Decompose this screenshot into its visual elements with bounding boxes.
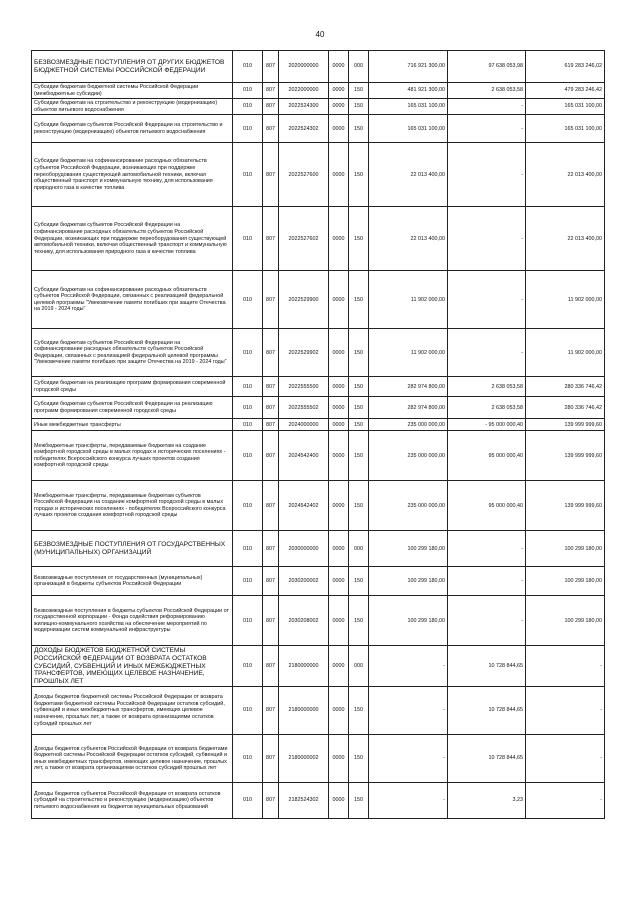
approved-amount-cell: 22 013 400,00 <box>369 207 448 271</box>
classification-code-cell: 150 <box>349 419 369 431</box>
income-code-cell: 2022555500 <box>279 377 329 397</box>
income-name-cell: Иные межбюджетные трансферты <box>32 419 233 431</box>
subtype-code-cell: 0000 <box>329 207 349 271</box>
table-row <box>32 397 605 419</box>
group-code-cell: 807 <box>263 531 279 567</box>
change-amount-cell: 2 638 053,58 <box>448 83 526 99</box>
income-code-cell: 2024542402 <box>279 481 329 531</box>
chapter-code-cell: 010 <box>233 271 263 329</box>
chapter-code-cell: 010 <box>233 735 263 783</box>
final-amount-cell: 22 013 400,00 <box>526 143 605 207</box>
change-amount-cell: - <box>448 207 526 271</box>
group-code-cell: 807 <box>263 687 279 735</box>
income-name-cell: Доходы бюджетов субъектов Российской Федерации от возврата бюджетами бюджетной системы Российской Федерации остатков субсидий, субвенций и иных межбюджетных трансфертов, имеющих целевое назначение, прошлых лет, а также от возврата организациями остатков субсидий прошлых лет <box>32 735 233 783</box>
group-code-cell: 807 <box>263 377 279 397</box>
final-amount-cell: 139 999 999,60 <box>526 431 605 481</box>
table-row <box>32 207 605 271</box>
change-amount-cell: 10 728 844,65 <box>448 687 526 735</box>
approved-amount-cell: - <box>369 687 448 735</box>
final-amount-cell: - <box>526 687 605 735</box>
classification-code-cell: 150 <box>349 783 369 819</box>
approved-amount-cell: 11 902 000,00 <box>369 271 448 329</box>
classification-code-cell: 150 <box>349 143 369 207</box>
final-amount-cell: 619 283 246,02 <box>526 51 605 83</box>
income-code-cell: 2022524300 <box>279 99 329 115</box>
group-code-cell: 807 <box>263 143 279 207</box>
income-code-cell: 2022527602 <box>279 207 329 271</box>
subtype-code-cell: 0000 <box>329 115 349 143</box>
subtype-code-cell: 0000 <box>329 83 349 99</box>
final-amount-cell: 479 283 246,42 <box>526 83 605 99</box>
subtype-code-cell: 0000 <box>329 735 349 783</box>
income-name-cell: Субсидии бюджетам на софинансирование расходных обязательств субъектов Российской Федерации, возникающих при поддержке переоборудования существующей автомобильной техники, включая общественный транспорт и коммунальную технику, для использования природного газа в качестве топлива <box>32 143 233 207</box>
budget-table <box>31 50 605 819</box>
final-amount-cell: 165 031 100,00 <box>526 99 605 115</box>
subtype-code-cell: 0000 <box>329 481 349 531</box>
final-amount-cell: 280 336 746,42 <box>526 377 605 397</box>
income-name-cell: Безвозмездные поступления от государственных (муниципальных) организаций в бюджеты субъектов Российской Федерации <box>32 567 233 596</box>
subtype-code-cell: 0000 <box>329 143 349 207</box>
change-amount-cell: - <box>448 99 526 115</box>
change-amount-cell: - <box>448 329 526 377</box>
subtype-code-cell: 0000 <box>329 431 349 481</box>
group-code-cell: 807 <box>263 419 279 431</box>
income-name-cell: БЕЗВОЗМЕЗДНЫЕ ПОСТУПЛЕНИЯ ОТ ГОСУДАРСТВЕННЫХ (МУНИЦИПАЛЬНЫХ) ОРГАНИЗАЦИЙ <box>32 531 233 567</box>
change-amount-cell: 3,23 <box>448 783 526 819</box>
final-amount-cell: 100 299 180,00 <box>526 531 605 567</box>
table-row <box>32 431 605 481</box>
approved-amount-cell: 235 000 000,00 <box>369 481 448 531</box>
chapter-code-cell: 010 <box>233 99 263 115</box>
classification-code-cell: 150 <box>349 329 369 377</box>
classification-code-cell: 150 <box>349 397 369 419</box>
approved-amount-cell: - <box>369 646 448 687</box>
group-code-cell: 807 <box>263 567 279 596</box>
approved-amount-cell: 22 013 400,00 <box>369 143 448 207</box>
table-row <box>32 271 605 329</box>
income-name-cell: Безвозмездные поступления в бюджеты субъектов Российской Федерации от государственной корпорации - Фонда содействия реформированию жилищно-коммунального хозяйства на обеспечение мероприятий по модернизации систем коммунальной инфраструктуры <box>32 596 233 646</box>
chapter-code-cell: 010 <box>233 481 263 531</box>
final-amount-cell: - <box>526 783 605 819</box>
change-amount-cell: 2 638 053,58 <box>448 397 526 419</box>
group-code-cell: 807 <box>263 783 279 819</box>
change-amount-cell: - <box>448 271 526 329</box>
final-amount-cell: 139 999 999,60 <box>526 481 605 531</box>
income-code-cell: 2030000000 <box>279 531 329 567</box>
income-name-cell: Межбюджетные трансферты, передаваемые бюджетам субъектов Российской Федерации на создание комфортной городской среды в малых городах и исторических поселениях - победителях Всероссийского конкурса лучших проектов создания комфортной городской среды <box>32 481 233 531</box>
final-amount-cell: - <box>526 735 605 783</box>
chapter-code-cell: 010 <box>233 531 263 567</box>
approved-amount-cell: 481 921 300,00 <box>369 83 448 99</box>
income-name-cell: Субсидии бюджетам субъектов Российской Федерации на строительство и реконструкцию (модернизацию) объектов питьевого водоснабжения <box>32 115 233 143</box>
group-code-cell: 807 <box>263 646 279 687</box>
table-row <box>32 83 605 99</box>
classification-code-cell: 150 <box>349 207 369 271</box>
approved-amount-cell: 165 031 100,00 <box>369 115 448 143</box>
final-amount-cell: 165 031 100,00 <box>526 115 605 143</box>
approved-amount-cell: 282 974 800,00 <box>369 397 448 419</box>
income-name-cell: Субсидии бюджетам на реализацию программ формирования современной городской среды <box>32 377 233 397</box>
subtype-code-cell: 0000 <box>329 51 349 83</box>
final-amount-cell: 100 299 180,00 <box>526 596 605 646</box>
table-row <box>32 329 605 377</box>
group-code-cell: 807 <box>263 735 279 783</box>
classification-code-cell: 150 <box>349 271 369 329</box>
group-code-cell: 807 <box>263 207 279 271</box>
table-row <box>32 143 605 207</box>
income-code-cell: 2022527600 <box>279 143 329 207</box>
change-amount-cell: - <box>448 596 526 646</box>
chapter-code-cell: 010 <box>233 143 263 207</box>
final-amount-cell: - <box>526 646 605 687</box>
group-code-cell: 807 <box>263 329 279 377</box>
approved-amount-cell: 100 299 180,00 <box>369 531 448 567</box>
chapter-code-cell: 010 <box>233 419 263 431</box>
chapter-code-cell: 010 <box>233 377 263 397</box>
approved-amount-cell: - <box>369 735 448 783</box>
group-code-cell: 807 <box>263 51 279 83</box>
table-row <box>32 99 605 115</box>
group-code-cell: 807 <box>263 596 279 646</box>
subtype-code-cell: 0000 <box>329 377 349 397</box>
subtype-code-cell: 0000 <box>329 271 349 329</box>
income-code-cell: 2180000002 <box>279 735 329 783</box>
chapter-code-cell: 010 <box>233 329 263 377</box>
income-name-cell: Субсидии бюджетам бюджетной системы Российской Федерации (межбюджетные субсидии) <box>32 83 233 99</box>
change-amount-cell: - 95 000 000,40 <box>448 419 526 431</box>
chapter-code-cell: 010 <box>233 431 263 481</box>
subtype-code-cell: 0000 <box>329 567 349 596</box>
change-amount-cell: 97 638 053,98 <box>448 51 526 83</box>
income-code-cell: 2022524302 <box>279 115 329 143</box>
table-row <box>32 783 605 819</box>
subtype-code-cell: 0000 <box>329 99 349 115</box>
income-name-cell: Субсидии бюджетам субъектов Российской Федерации на реализацию программ формирования современной городской среды <box>32 397 233 419</box>
classification-code-cell: 150 <box>349 596 369 646</box>
subtype-code-cell: 0000 <box>329 397 349 419</box>
final-amount-cell: 11 902 000,00 <box>526 271 605 329</box>
classification-code-cell: 150 <box>349 687 369 735</box>
table-row <box>32 567 605 596</box>
final-amount-cell: 139 999 999,60 <box>526 419 605 431</box>
income-code-cell: 2022529902 <box>279 329 329 377</box>
classification-code-cell: 000 <box>349 51 369 83</box>
classification-code-cell: 150 <box>349 735 369 783</box>
group-code-cell: 807 <box>263 271 279 329</box>
change-amount-cell: - <box>448 143 526 207</box>
income-name-cell: Субсидии бюджетам субъектов Российской Федерации на софинансирование расходных обязательств субъектов Российской Федерации, связанных с реализацией федеральной целевой программы "Увековечение памяти погибших при защите Отечества на 2019 - 2024 годы" <box>32 329 233 377</box>
income-name-cell: Субсидии бюджетам субъектов Российской Федерации на софинансирование расходных обязательств субъектов Российской Федерации, возникающих при поддержке переоборудования существующей автомобильной техники, включая общественный транспорт и коммунальную технику, для использования природного газа в качестве топлива <box>32 207 233 271</box>
income-code-cell: 2180000000 <box>279 687 329 735</box>
chapter-code-cell: 010 <box>233 646 263 687</box>
subtype-code-cell: 0000 <box>329 329 349 377</box>
approved-amount-cell: 165 031 100,00 <box>369 99 448 115</box>
change-amount-cell: - <box>448 531 526 567</box>
income-name-cell: Доходы бюджетов бюджетной системы Российской Федерации от возврата бюджетами бюджетной системы Российской Федерации остатков субсидий, субвенций и иных межбюджетных трансфертов, имеющих целевое назначение, прошлых лет, а также от возврата организациями остатков субсидий прошлых лет <box>32 687 233 735</box>
income-name-cell: ДОХОДЫ БЮДЖЕТОВ БЮДЖЕТНОЙ СИСТЕМЫ РОССИЙСКОЙ ФЕДЕРАЦИИ ОТ ВОЗВРАТА ОСТАТКОВ СУБСИДИЙ, СУБВЕНЦИЙ И ИНЫХ МЕЖБЮДЖЕТНЫХ ТРАНСФЕРТОВ, ИМЕЮЩИХ ЦЕЛЕВОЕ НАЗНАЧЕНИЕ, ПРОШЛЫХ ЛЕТ <box>32 646 233 687</box>
final-amount-cell: 280 336 746,42 <box>526 397 605 419</box>
subtype-code-cell: 0000 <box>329 783 349 819</box>
table-row <box>32 115 605 143</box>
income-name-cell: Доходы бюджетов субъектов Российской Федерации от возврата остатков субсидий на строительство и реконструкцию (модернизацию) объектов питьевого водоснабжения из бюджетов муниципальных образований <box>32 783 233 819</box>
change-amount-cell: - <box>448 115 526 143</box>
approved-amount-cell: - <box>369 783 448 819</box>
approved-amount-cell: 100 299 180,00 <box>369 596 448 646</box>
income-code-cell: 2024000000 <box>279 419 329 431</box>
approved-amount-cell: 716 921 300,00 <box>369 51 448 83</box>
approved-amount-cell: 235 000 000,00 <box>369 431 448 481</box>
table-row <box>32 687 605 735</box>
classification-code-cell: 150 <box>349 567 369 596</box>
chapter-code-cell: 010 <box>233 397 263 419</box>
chapter-code-cell: 010 <box>233 207 263 271</box>
approved-amount-cell: 235 000 000,00 <box>369 419 448 431</box>
table-row <box>32 419 605 431</box>
classification-code-cell: 150 <box>349 481 369 531</box>
classification-code-cell: 000 <box>349 531 369 567</box>
chapter-code-cell: 010 <box>233 783 263 819</box>
table-body <box>32 51 605 819</box>
income-code-cell: 2030200002 <box>279 567 329 596</box>
final-amount-cell: 11 902 000,00 <box>526 329 605 377</box>
chapter-code-cell: 010 <box>233 567 263 596</box>
classification-code-cell: 150 <box>349 377 369 397</box>
page-number: 40 <box>315 30 325 39</box>
table-row <box>32 735 605 783</box>
classification-code-cell: 150 <box>349 99 369 115</box>
approved-amount-cell: 100 299 180,00 <box>369 567 448 596</box>
subtype-code-cell: 0000 <box>329 419 349 431</box>
subtype-code-cell: 0000 <box>329 596 349 646</box>
subtype-code-cell: 0000 <box>329 646 349 687</box>
chapter-code-cell: 010 <box>233 51 263 83</box>
income-code-cell: 2020000000 <box>279 51 329 83</box>
chapter-code-cell: 010 <box>233 115 263 143</box>
approved-amount-cell: 282 974 800,00 <box>369 377 448 397</box>
income-code-cell: 2022529900 <box>279 271 329 329</box>
change-amount-cell: 2 638 053,58 <box>448 377 526 397</box>
group-code-cell: 807 <box>263 397 279 419</box>
subtype-code-cell: 0000 <box>329 531 349 567</box>
change-amount-cell: 10 728 844,65 <box>448 646 526 687</box>
income-name-cell: Межбюджетные трансферты, передаваемые бюджетам на создание комфортной городской среды в малых городах и исторических поселениях - победителях Всероссийского конкурса лучших проектов создания комфортной городской среды <box>32 431 233 481</box>
group-code-cell: 807 <box>263 481 279 531</box>
group-code-cell: 807 <box>263 83 279 99</box>
chapter-code-cell: 010 <box>233 687 263 735</box>
income-name-cell: БЕЗВОЗМЕЗДНЫЕ ПОСТУПЛЕНИЯ ОТ ДРУГИХ БЮДЖЕТОВ БЮДЖЕТНОЙ СИСТЕМЫ РОССИЙСКОЙ ФЕДЕРАЦИИ <box>32 51 233 83</box>
classification-code-cell: 150 <box>349 83 369 99</box>
change-amount-cell: 10 728 844,65 <box>448 735 526 783</box>
group-code-cell: 807 <box>263 431 279 481</box>
table-row <box>32 377 605 397</box>
classification-code-cell: 000 <box>349 646 369 687</box>
final-amount-cell: 100 299 180,00 <box>526 567 605 596</box>
change-amount-cell: 95 000 000,40 <box>448 481 526 531</box>
income-code-cell: 2022000000 <box>279 83 329 99</box>
final-amount-cell: 22 013 400,00 <box>526 207 605 271</box>
table-row <box>32 531 605 567</box>
group-code-cell: 807 <box>263 115 279 143</box>
income-code-cell: 2024542400 <box>279 431 329 481</box>
income-code-cell: 2182524302 <box>279 783 329 819</box>
income-code-cell: 2180000000 <box>279 646 329 687</box>
chapter-code-cell: 010 <box>233 83 263 99</box>
group-code-cell: 807 <box>263 99 279 115</box>
approved-amount-cell: 11 902 000,00 <box>369 329 448 377</box>
classification-code-cell: 150 <box>349 115 369 143</box>
classification-code-cell: 150 <box>349 431 369 481</box>
subtype-code-cell: 0000 <box>329 687 349 735</box>
income-code-cell: 2030208002 <box>279 596 329 646</box>
table-row <box>32 646 605 687</box>
change-amount-cell: - <box>448 567 526 596</box>
table-row <box>32 596 605 646</box>
income-code-cell: 2022555502 <box>279 397 329 419</box>
income-name-cell: Субсидии бюджетам на софинансирование расходных обязательств субъектов Российской Федерации, связанных с реализацией федеральной целевой программы "Увековечение памяти погибших при защите Отечества на 2019 - 2024 годы" <box>32 271 233 329</box>
income-name-cell: Субсидии бюджетам на строительство и реконструкцию (модернизацию) объектов питьевого водоснабжения <box>32 99 233 115</box>
change-amount-cell: 95 000 000,40 <box>448 431 526 481</box>
table-row <box>32 481 605 531</box>
chapter-code-cell: 010 <box>233 596 263 646</box>
table-row <box>32 51 605 83</box>
